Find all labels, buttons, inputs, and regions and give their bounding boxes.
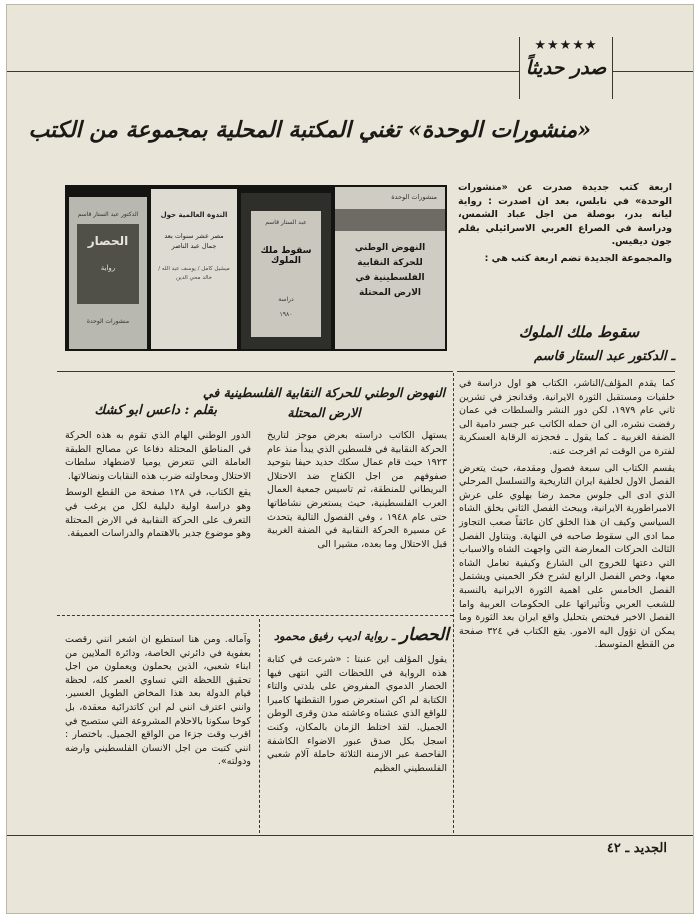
logo-stars: ★★★★★ bbox=[534, 38, 598, 53]
cover-fall-title: سقوط ملك الملوك bbox=[260, 246, 312, 266]
book2-col-left-para-2: يقع الكتاب، في ١٢٨ صفحة من القطع الوسط وهو دراسة اولية دليلية لكل من يرغب في التعرف على الحركة النقابية في الارض المحتلة وهو موضوع جدير بالاهتمام والدراسات العميقة. bbox=[65, 487, 251, 540]
book3-col-left-text: وآماله. ومن هنا استطيع ان اشعر انني رقصت بعفوية في دائرتي الخاصة، ودائرة الملايين من ابناء شعبي، الذين يحملون ويعملون من اجل تحقيق اللحظة التي تساوي العمر كله، لحظة قيام الدولة بعد هذا المخاض الطويل العسير. وانني اعترف انني لم ابن كاتدرائية معقدة، بل كوخا سكونا بالاحلام المشروعة التي ستصبح في اقرب وقت جزءا من الواقع الجميل. باختصار : انني كتبت من اجل الانسان الفلسطيني وارضه ودولته». bbox=[65, 634, 251, 768]
cover-national-rise bbox=[335, 187, 445, 349]
intro-paragraph-1: اربعة كتب جديدة صدرت عن «منشورات الوحدة» في نابلس، بعد ان اصدرت : رواية ليانه بدر، بوصلة من اجل عباد الشمس، ودراسة في الصراع العربي الاسرائيلي بقلم جون ديفيس. bbox=[458, 182, 672, 248]
book2-author: بقلم : داعس ابو كشك bbox=[94, 403, 217, 418]
headline: «منشورات الوحدة» تغني المكتبة المحلية بمجموعة من الكتب bbox=[28, 117, 591, 143]
book2-col-left-para-1: الدور الوطني الهام الذي تقوم به هذه الحركة في المناطق المحتلة دفاعا عن مصالح الطبقة العاملة التي تتعرض يوميا لاضطهاد سلطات الاحتلال ومحاولته ضرب هذه النقابات ونضالاتها. bbox=[65, 430, 251, 482]
book3-column-divider bbox=[259, 619, 260, 833]
footer-magazine-name: الجديد bbox=[633, 841, 667, 856]
book1-author-underline bbox=[457, 371, 675, 372]
cover-fall-subtitle: دراسة bbox=[278, 296, 294, 303]
cover-national-publisher: منشورات الوحدة bbox=[391, 193, 437, 201]
book2-col-right-text: يستهل الكاتب دراسته بعرض موجز لتاريخ الحركة النقابية في فلسطين الذي يبدأ منذ عام ١٩٢٣ حيث قام عمال سكك حديد حيفا بتوحيد صفوفهم من اجل الكفاح ضد الاحتلال البريطاني للمنطقة، ثم تاسيس جمعية العمال العرب الفلسطينية، حيث يستعرض نشاطاتها حتى عام ١٩٤٨ ، وفي الفصول التالية يتحدث عن مسيرة الحركة النقابية في الضفة الغربية قبل الاحتلال وما بعده، مشيرا الى bbox=[267, 430, 447, 550]
cover-al-hisar-footer: منشورات الوحدة bbox=[86, 318, 130, 325]
book-covers-photo bbox=[65, 185, 447, 351]
footer-rule bbox=[7, 835, 694, 836]
cover-egypt-title: مصر عشر سنوات بعد جمال عبد الناصر bbox=[164, 232, 224, 250]
cover-national-title: النهوض الوطني للحركة النقابية الفلسطينية في الارض المحتلة bbox=[354, 243, 426, 298]
cover-fall-panel bbox=[251, 211, 321, 337]
book3-col-left bbox=[65, 633, 251, 772]
cover-national-band bbox=[335, 209, 445, 231]
book3-col-right bbox=[267, 653, 447, 778]
paper-scan bbox=[6, 4, 694, 914]
cover-al-hisar-title: الحصار bbox=[87, 234, 129, 248]
book1-title: سقوط ملك الملوك bbox=[518, 323, 640, 341]
intro-paragraph-2: والمجموعة الجديدة تضم اربعة كتب هي : bbox=[484, 252, 672, 264]
column-logo bbox=[519, 37, 613, 99]
cover-egypt-header: الندوة العالمية حول bbox=[160, 211, 228, 219]
book1-paragraph-2: يقسم الكتاب الى سبعة فصول ومقدمة، حيث يتعرض الفصل الاول لخلفية ايران التاريخية والتسلسل المرحلي الذي ادى الى جلوس محمد رضا بهلوي على عرش الامبراطورية الايرانية، ويبحث الفصل الثاني بخلق الشاه السياسي وكيف ان هذا الخلق كان عائقاً صعب التجاوز مما ادى الى سقوط صاحبه في النهاية. ويتناول الفصل الثالث الحركات المعارضة التي واجهت الشاه والاسباب التي دعتها للخروج الى الشارع وكيفية تعامل الشاه معها، وخص الفصل الرابع لشرح فكر الخميني ويشتمل الفصل الخامس على اهمية الثورة الايرانية بالنسبة للشعب العربي وتأثيراتها على الحكومات العربية واما الفصل الاخير فيختص بتحليل واقع ايران بعد الثورة وما يمكن ان تؤول اليه الامور. يقع الكتاب في ٣٢٤ صفحة من القطع المتوسط. bbox=[459, 462, 675, 651]
cover-al-hisar bbox=[69, 197, 147, 349]
footer-separator: ـ bbox=[625, 841, 630, 856]
book1-author: ـ الدكتور عبد الستار قاسم bbox=[534, 349, 675, 364]
middle-rule bbox=[57, 371, 453, 372]
right-column-divider bbox=[453, 373, 454, 833]
book2-col-right bbox=[267, 429, 447, 554]
cover-al-hisar-subtitle: رواية bbox=[100, 264, 116, 272]
page-footer bbox=[487, 841, 667, 856]
book3-title-main: الحصار bbox=[399, 625, 449, 645]
cover-egypt-symposium bbox=[151, 189, 237, 349]
book1-text bbox=[459, 377, 675, 655]
book3-title-author: ـ رواية اديب رفيق محمود bbox=[273, 629, 396, 643]
cover-fall-year: ١٩٨٠ bbox=[279, 311, 293, 318]
logo-text: صدر حديثاً bbox=[525, 57, 607, 79]
book2-col-left bbox=[65, 429, 251, 544]
intro-text bbox=[458, 181, 672, 269]
cover-al-hisar-panel bbox=[77, 224, 139, 304]
cover-al-hisar-author: الدكتور عبد الستار قاسم bbox=[77, 211, 139, 218]
cover-fall-of-king bbox=[241, 193, 331, 349]
cover-egypt-names: ميشيل كامل / يوسف عبد الله / خالد محي الدين bbox=[158, 266, 230, 281]
book2-title: النهوض الوطني للحركة النقابية الفلسطينية في الارض المحتلة bbox=[202, 385, 446, 420]
book1-paragraph-1: كما يقدم المؤلف/الناشر، الكتاب هو اول دراسة في خلفيات ومستقبل الثورة الايرانية. وقدانجز في تشرين ثاني عام ١٩٧٩، لكن دور النشر والسلطات في عمان رفضت نشره، الى ان حمله الكاتب عبر جسر دامية الى الضفة الغربية ـ كما يقول ـ فحجزته الرقابة العسكرية لفترة من الوقت ثم افرجت عنه. bbox=[459, 378, 675, 457]
cover-fall-author: عبد الستار قاسم bbox=[265, 219, 307, 226]
lower-divider bbox=[57, 615, 453, 616]
footer-page-number: ٤٢ bbox=[606, 841, 621, 856]
book3-col-right-text: يقول المؤلف اين عنبتا : «شرعت في كتابة هذه الرواية في اللحظات التي انتهى فيها الحصار الدموي المفروض على بلدتي والتاء الكتابة لم اكن استعرض صورا التقطتها كاميرا للواقع الذي عشناه وعاشته مدن وقرى الوطن الجميل. لقد اختلط الزمان بالمكان، وكنت اسجل بكل صدق عبور الاضواء الكاشفة الفاحصة عبر الازمنة الثلاثة حاملة آلام شعبي الفلسطيني العظيم bbox=[267, 654, 447, 774]
book3-title bbox=[269, 625, 449, 645]
